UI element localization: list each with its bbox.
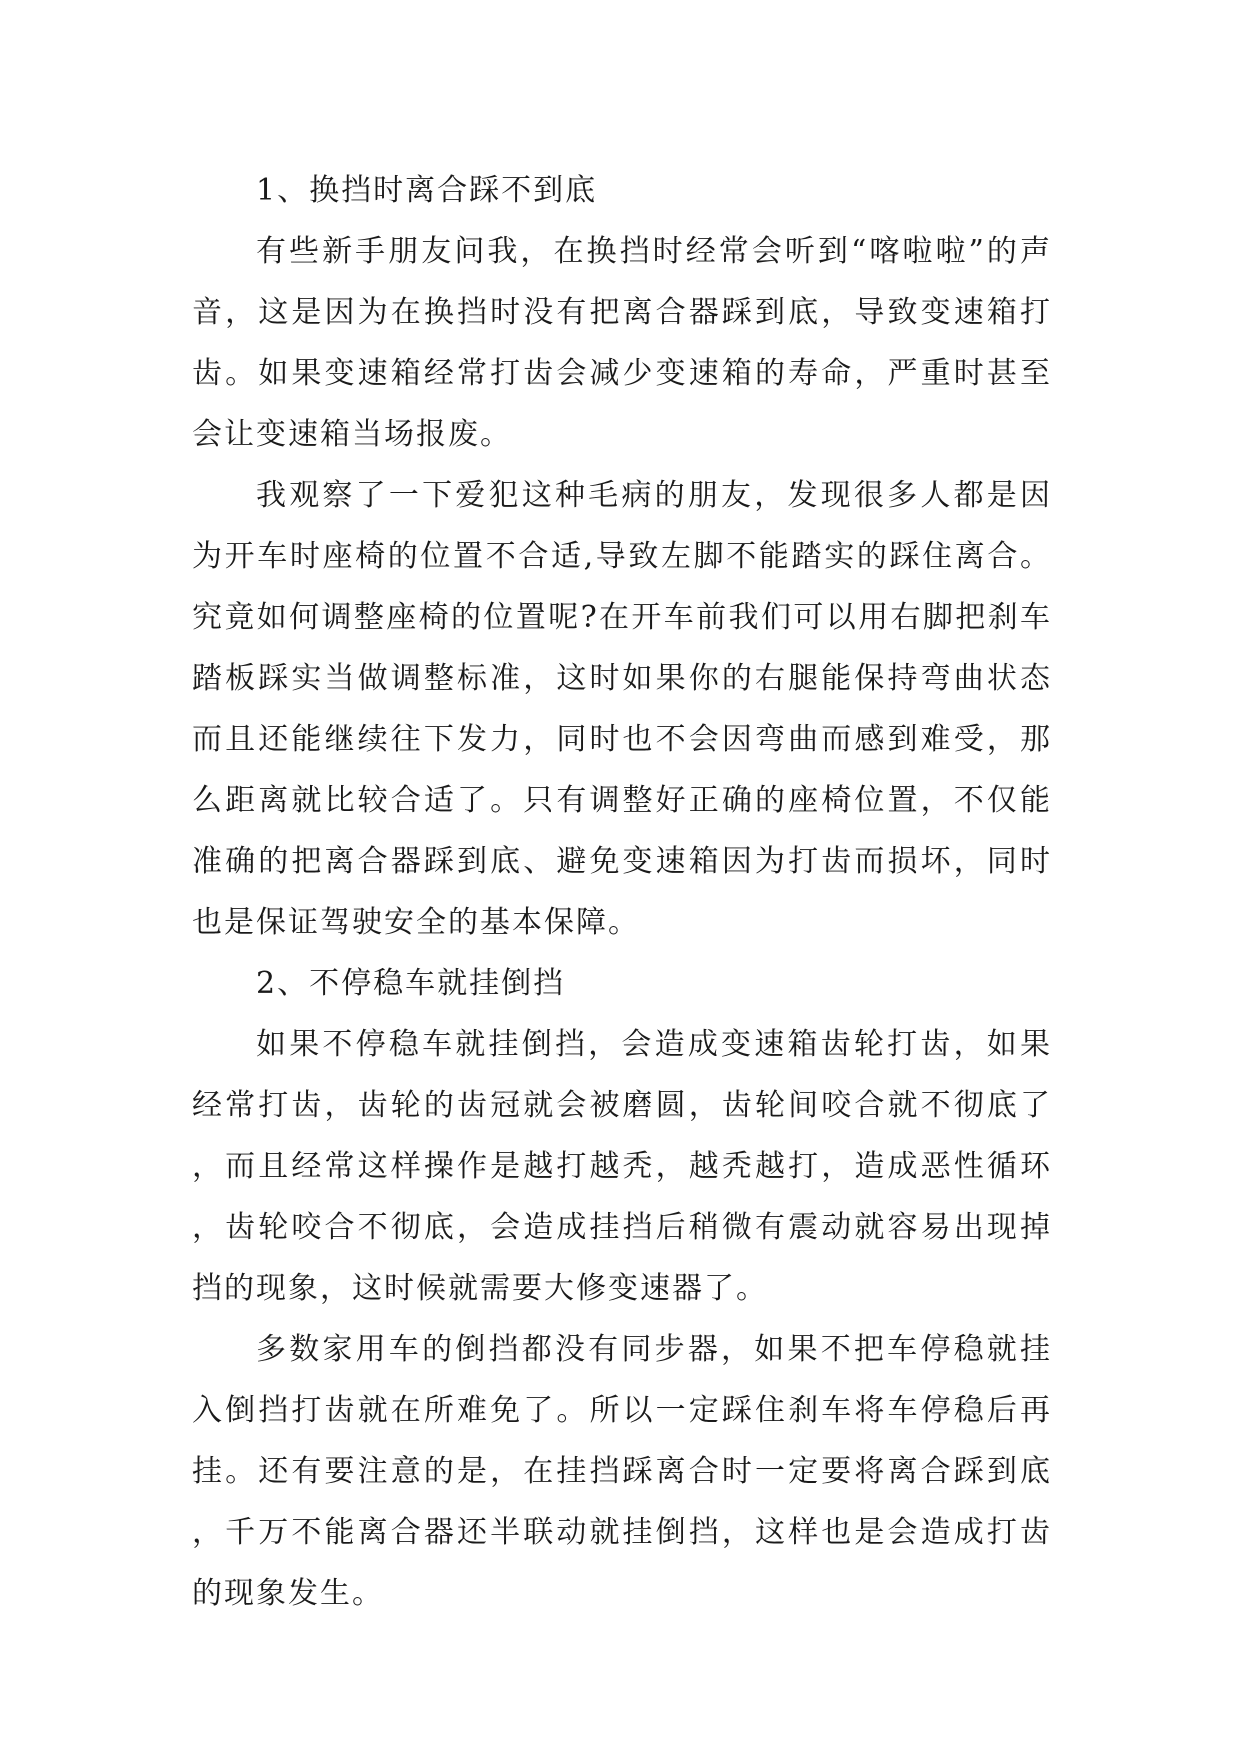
section-heading-1: 1、换挡时离合踩不到底 — [256, 173, 598, 208]
paragraph: 我观察了一下爱犯这种毛病的朋友，发现很多人都是因为开车时座椅的位置不合适,导致左脚不能踏实的踩住离合。究竟如何调整座椅的位置呢?在开车前我们可以用右脚把刹车踏板踩实当做调整标准，这时如果你的右腿能保持弯曲状态而且还能继续往下发力，同时也不会因弯曲而感到难受，那么距离就比较合适了。只有调整好正确的座椅位置，不仅能准确的把离合器踩到底、避免变速箱因为打齿而损坏，同时也是保证驾驶安全的基本保障。 — [192, 478, 1052, 940]
paragraph: 多数家用车的倒挡都没有同步器，如果不把车停稳就挂入倒挡打齿就在所难免了。所以一定踩住刹车将车停稳后再挂。还有要注意的是，在挂挡踩离合时一定要将离合踩到底，千万不能离合器还半联动就挂倒挡，这样也是会造成打齿的现象发生。 — [192, 1332, 1052, 1611]
document-body — [192, 160, 1052, 1624]
section-heading-2: 2、不停稳车就挂倒挡 — [256, 966, 566, 1001]
paragraph: 如果不停稳车就挂倒挡，会造成变速箱齿轮打齿，如果经常打齿，齿轮的齿冠就会被磨圆，齿轮间咬合就不彻底了，而且经常这样操作是越打越秃，越秃越打，造成恶性循环，齿轮咬合不彻底，会造成挂挡后稍微有震动就容易出现掉挡的现象，这时候就需要大修变速器了。 — [192, 1027, 1052, 1306]
paragraph: 有些新手朋友问我，在换挡时经常会听到“喀啦啦”的声音，这是因为在换挡时没有把离合器踩到底，导致变速箱打齿。如果变速箱经常打齿会减少变速箱的寿命，严重时甚至会让变速箱当场报废。 — [192, 234, 1052, 452]
